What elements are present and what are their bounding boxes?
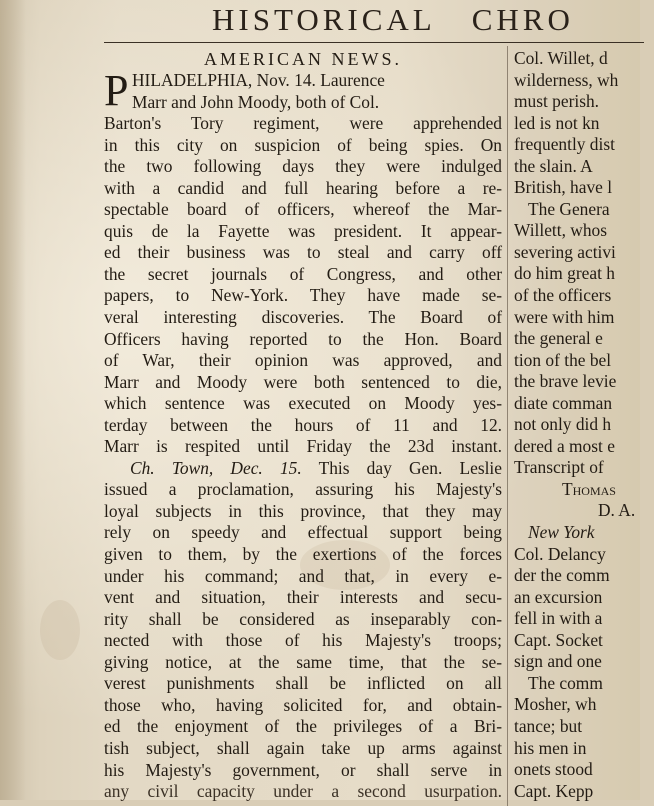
signature-line: Thomas [562,478,616,499]
article-line: in this city on suspicion of being spies. On [104,134,502,155]
article-line-text: HILADELPHIA, Nov. 14. Laurence [132,70,385,90]
article-line: Col. Willet, d [514,48,608,68]
article-line: which sentence was executed on Moody yes- [104,393,502,414]
masthead-part1: HISTORICAL [212,2,436,37]
article-line: those who, having solicited for, and obtain- [104,694,502,715]
paper-stain [40,600,80,660]
article-line: Willett, whos [514,220,608,241]
article-line: the two following days they were indulged [104,156,502,177]
article-line: nected with those of his Majesty's troops; [104,630,502,651]
article-line: under his command; and that, in every e- [104,565,502,586]
masthead-rule [104,42,644,43]
article-line: giving notice, at the same time, that the se- [104,651,502,672]
article-line: fell in with a [514,608,603,629]
article-line: verest punishments shall be inflicted on all [104,673,502,694]
article-line: Transcript of [514,457,604,478]
dateline-place: Ch. Town, Dec. 15. [130,457,302,478]
article-line: the secret journals of Congress, and other [104,263,502,284]
article-line: ed their business was to steal and carry off [104,242,502,263]
article-line: vent and situation, their interests and secu- [104,587,502,608]
article-line: Capt. Kepp [514,780,594,801]
article-line: the slain. A [514,155,593,176]
article-line [104,92,502,114]
article-line: an excursion [514,586,603,607]
article-line: tish subject, shall again take up arms against [104,737,502,758]
article-line: ed the enjoyment of the privileges of a Bri- [104,716,502,737]
article-line: his Majesty's government, or shall serve in [104,759,502,780]
article-line: led is not kn [514,112,600,133]
dateline-text: This day Gen. Leslie [318,457,502,478]
article-line: his men in [514,737,587,758]
article-line: not only did h [514,414,612,435]
article-line: The Genera [528,198,610,219]
article-line: with a candid and full hearing before a re- [104,177,502,198]
article-line: diate comman [514,392,613,413]
article-line: rity shall be considered as inseparably con- [104,608,502,629]
article-line: loyal subjects in this province, that they may [104,500,502,521]
article-line: Col. Delancy [514,543,606,564]
article-line: given to them, by the exertions of the forces [104,544,502,565]
article-line: Barton's Tory regiment, were apprehended [104,113,502,134]
section-heading: AMERICAN NEWS. [204,49,402,69]
column-divider [507,46,508,806]
article-line: rely on speedy and effectual support being [104,522,502,543]
article-line: frequently dist [514,134,615,155]
article-line: British, have l [514,177,613,198]
article-line: Mosher, wh [514,694,597,715]
article-line: papers, to New-York. They have made se- [104,285,502,306]
dateline [104,458,502,480]
signature-line: D. A. [598,500,636,521]
article-line: tion of the bel [514,349,612,370]
article-line: severing activi [514,241,616,262]
article-line: Capt. Socket [514,629,603,650]
article-line: issued a proclamation, assuring his Majesty's [104,479,502,500]
drop-cap: P [104,66,129,115]
article-line: onets stood [514,759,593,780]
article-body-1 [104,113,502,458]
page-margin-shadow [0,0,26,800]
masthead-title [212,2,652,40]
article-line: quis de la Fayette was president. It appear- [104,220,502,241]
article-line: wilderness, wh [514,69,619,90]
masthead-part2: CHRO [471,2,574,37]
article-line: der the comm [514,565,610,586]
article-line: Marr and Moody were both sentenced to die, [104,371,502,392]
article-line: of War, their opinion was approved, and [104,350,502,371]
article-line-text: Marr and John Moody, both of Col. [132,91,380,112]
article-line: dered a most e [514,435,615,456]
article-line: must perish. [514,91,600,112]
article-line: the brave levie [514,371,617,392]
article-line: do him great h [514,263,615,284]
article-line: spectable board of officers, whereof the Mar- [104,199,502,220]
article-line: the general e [514,328,603,349]
dateline: New York [528,522,595,543]
article-line: The comm [528,672,603,693]
article-line: were with him [514,306,615,327]
article-line: tance; but [514,715,583,736]
article-line: Officers having reported to the Hon. Board [104,328,502,349]
article-line: Marr is respited until Friday the 23d instant. [104,436,502,457]
article-line: veral interesting discoveries. The Board of [104,307,502,328]
article-line: sign and one [514,651,602,672]
article-line: any civil capacity under a second usurpation. [104,781,502,802]
right-column [514,48,654,802]
article-line: of the officers [514,285,612,306]
article-body-2 [104,479,502,802]
article-line: terday between the hours of 11 and 12. [104,414,502,435]
left-column [104,48,502,803]
